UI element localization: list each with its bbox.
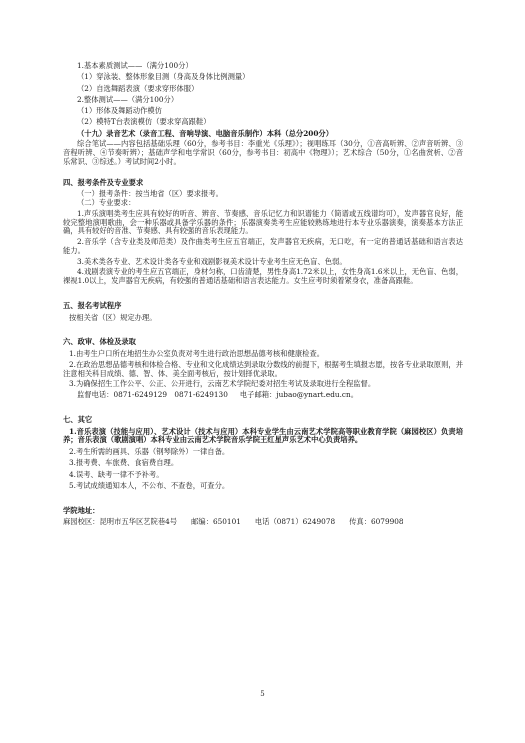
address-line [63, 518, 463, 527]
supervision-contact [63, 391, 463, 400]
list-line: 1.基本素质测试——（满分100分） [77, 61, 193, 70]
address-phone: 电话（0871）6249078 [254, 517, 336, 527]
section7-line: 2.考生所需的画具、乐器（钢琴除外）一律自备。 [69, 447, 230, 456]
section6-line: 1.由考生户口所在地招生办公室负责对考生进行政治思想品德考核和健康检查。 [69, 349, 325, 358]
page-number: 5 [260, 690, 265, 698]
address-fax: 传真：6079908 [349, 517, 404, 527]
section5-body: 按相关省（区）规定办理。 [69, 312, 157, 322]
section4-paragraph: 3.美术类各专业、艺术设计类各专业和戏剧影视美术设计专业考生应无色盲、色弱。 [77, 256, 347, 266]
list-line: 2.整体测试——（满分100分） [77, 94, 179, 104]
supervision-email: jubao@ynart.edu.cn。 [276, 390, 359, 399]
section4-paragraph: 4.戏剧表演专业的考生应五官端正，身材匀称，口齿清楚，男性身高1.72米以上，女性身高1.6米以上，无色盲、色弱，裸视1.0以上，发声器官无疾病，有较强的普通话基础和语言表达能力。女生应考时须着紧身衣，准备高跟鞋。 [63, 267, 463, 285]
section7-line: 5.考试成绩通知本人，不公布、不查卷，可查分。 [69, 480, 230, 490]
basic-quality-list [63, 62, 463, 127]
item19-paragraph: 综合笔试——内容包括基础乐理（60分，参考书目：李重光《乐理》）；视唱练耳（30分，①音高听辨、②声音听辨、③音程听辨、④节奏听辨）；基础声学和电学常识（60分，参考书目：初高中《物理》）；艺术综合（50分，①名曲赏析、②音乐常识、③综述。）考试时间2小时。 [63, 139, 463, 166]
section4-item: （二）专业要求： [77, 198, 136, 207]
section7-line: 4.误考、缺考一律不予补考。 [69, 469, 164, 479]
list-line: （2）模特T台表演模仿（要求穿高跟鞋） [77, 117, 211, 127]
section6-paragraph: 2.在政治思想品德考核和体检合格、专业和文化成绩达到录取分数线的前提下，根据考生填报志愿，按各专业录取原则，并注意相关科目成绩、德、智、体、美全面考核后，按计划择优录取。 [63, 359, 463, 378]
section5-heading: 五、报名考试程序 [63, 300, 122, 310]
document-body [63, 62, 463, 527]
address-heading: 学院地址： [63, 505, 100, 515]
campus-address: 麻园校区：昆明市五华区艺院巷4号 [63, 517, 178, 527]
section4-paragraph: 2.音乐学（含专业类及师范类）及作曲类考生应五官端正，发声器官无疾病，无口吃，有一定的普通话基础和语言表达能力。 [63, 237, 463, 255]
postcode: 邮编：650101 [191, 517, 241, 527]
email-label: 电子邮箱： [239, 390, 277, 399]
phone-label: 监督电话： [77, 390, 114, 399]
list-line: （1）穿泳装、整体形象目测（身高及身体比例测量） [77, 72, 250, 82]
section4-heading: 四、报考条件及专业要求 [63, 177, 144, 187]
section7-line: 3.报考费、车旅费、食宿费自理。 [69, 458, 179, 468]
section4-paragraph: 1.声乐演唱类考生应具有较好的听音、辨音、节奏感、音乐记忆力和识谱能力（简谱或五线谱均可），发声器官良好，能较完整地演唱歌曲，会一种乐器或具备学乐器的条件；乐器演奏类考生应能较熟练地进行本专业乐器演奏，演奏基本方法正确，具有较好的音准、节奏感、具有较强的音乐表现能力。 [63, 208, 463, 236]
supervision-phone: 0871-6249129 0871-6249130 [113, 390, 228, 399]
section7-bold-paragraph: 1.音乐表演（技能与应用）、艺术设计（技术与应用）本科专业学生由云南艺术学院高等职业教育学院（麻园校区）负责培养；音乐表演（歌剧演唱）本科专业由云南艺术学院音乐学院王红星声乐艺术中心负责培养。 [63, 426, 463, 445]
section4-item: （一）报考条件：按当地省（区）要求报考。 [77, 189, 223, 199]
section6-heading: 六、政审、体检及录取 [63, 337, 136, 347]
item19-heading: （十九）录音艺术（录音工程、音响导演、电脑音乐制作）本科（总分200分） [77, 128, 334, 138]
list-line: （1）形体及舞蹈动作模仿 [77, 106, 162, 115]
list-line: （2）自选舞蹈表演（要求穿形体服） [77, 83, 199, 93]
section7-heading: 七、其它 [63, 414, 93, 424]
section6-line: 3.为确保招生工作公平、公正、公开进行，云南艺术学院纪委对招生考试及录取进行全程监督。 [69, 379, 376, 389]
